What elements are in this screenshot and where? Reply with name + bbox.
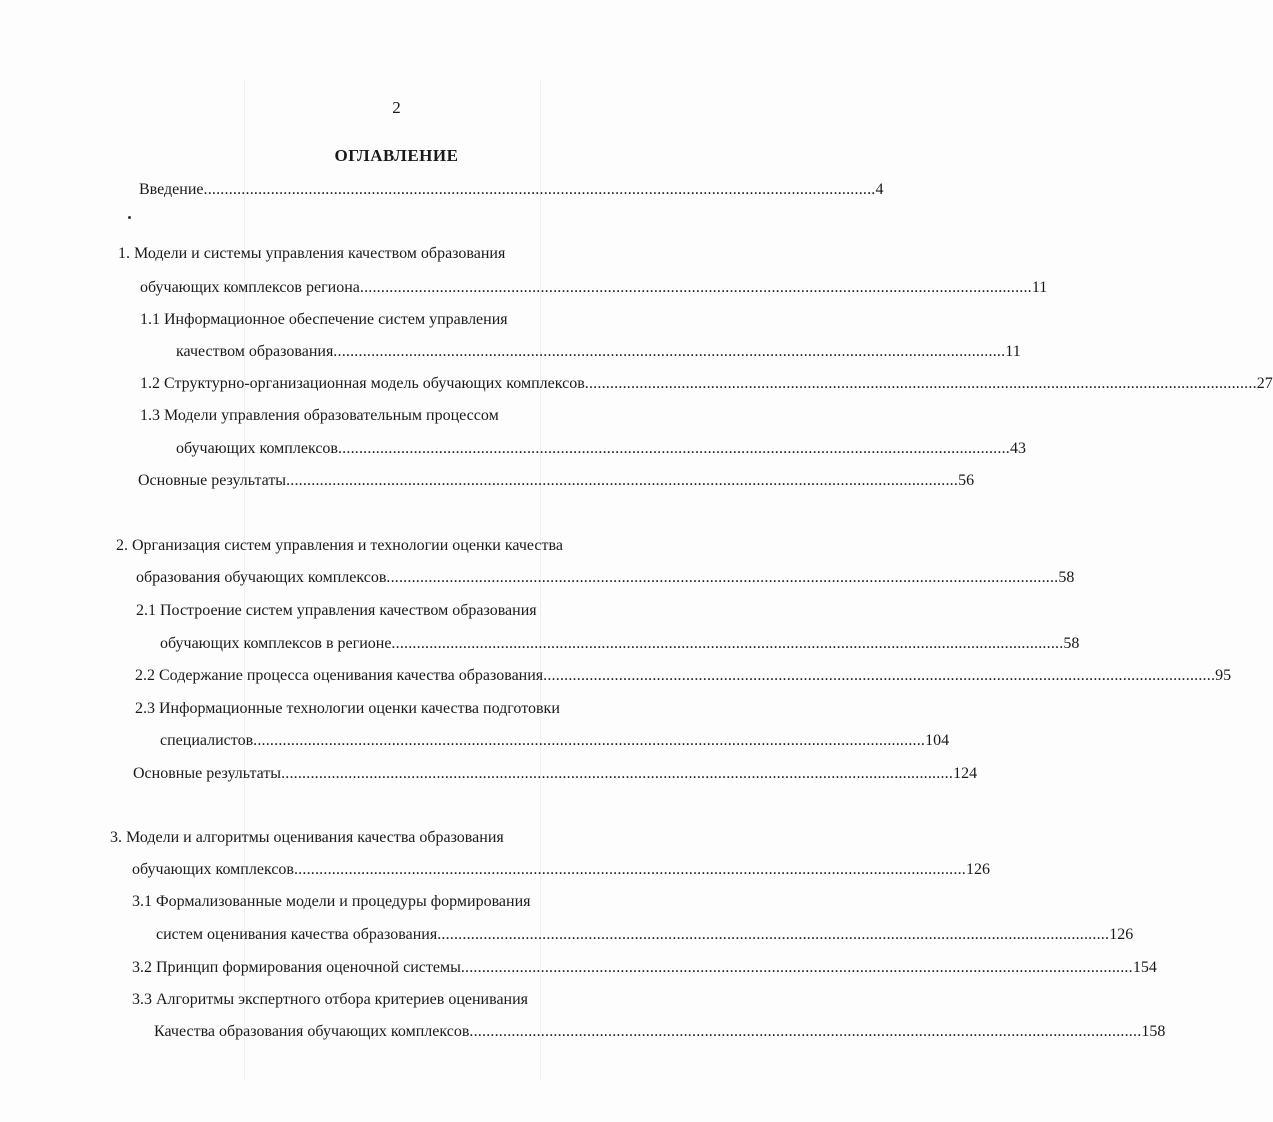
toc-item-3-3-title: 3.3 Алгоритмы экспертного отбора критериев оценивания xyxy=(132,991,529,1008)
toc-entry-page: 124 xyxy=(953,765,978,782)
toc-entry-page: 58 xyxy=(1063,635,1080,652)
toc-item-2-3-title: 2.3 Информационные технологии оценки качества подготовки xyxy=(135,700,560,717)
toc-entry-label: Основные результаты xyxy=(133,765,282,782)
toc-entry-3-2 xyxy=(132,958,1157,978)
toc-entry-page: 95 xyxy=(1215,667,1232,684)
leader-dots: ................................................................................................................................................................ xyxy=(391,635,1064,652)
toc-entry-label: Основные результаты xyxy=(138,472,287,489)
section-heading-3: 3. Модели и алгоритмы оценивания качества образования xyxy=(110,829,504,846)
toc-item-1-1-title: 1.1 Информационное обеспечение систем управления xyxy=(140,311,508,328)
toc-entry-2-3 xyxy=(160,731,950,751)
leader-dots: ................................................................................................................................................................ xyxy=(437,926,1110,943)
toc-entry-results-2 xyxy=(133,764,978,784)
toc-entry-page: 126 xyxy=(1109,926,1134,943)
toc-entry-page: 58 xyxy=(1058,569,1075,586)
toc-entry-label: Качества образования обучающих комплексов xyxy=(154,1023,470,1040)
toc-entry-3-1 xyxy=(156,925,1134,945)
toc-entry-page: 43 xyxy=(1009,440,1026,457)
toc-entry-label: систем оценивания качества образования xyxy=(156,926,438,943)
scan-speck xyxy=(128,216,131,219)
leader-dots: ................................................................................................................................................................ xyxy=(386,569,1059,586)
toc-entry-intro xyxy=(139,180,884,200)
toc-entry-label: 3.2 Принцип формирования оценочной системы xyxy=(132,959,461,976)
leader-dots: ................................................................................................................................................................ xyxy=(281,765,954,782)
toc-entry-page: 11 xyxy=(1031,279,1048,296)
toc-entry-page: 104 xyxy=(925,732,950,749)
toc-entry-section-2 xyxy=(136,568,1075,588)
toc-entry-section-3 xyxy=(132,860,990,880)
toc-entry-section-1 xyxy=(140,278,1048,298)
leader-dots: ................................................................................................................................................................ xyxy=(337,440,1010,457)
toc-entry-page: 27 xyxy=(1256,375,1273,392)
toc-entry-label: специалистов xyxy=(160,732,254,749)
toc-item-3-1-title: 3.1 Формализованные модели и процедуры формирования xyxy=(132,893,531,910)
toc-entry-label: 2.2 Содержание процесса оценивания качества образования xyxy=(135,667,544,684)
toc-entry-2-1 xyxy=(160,634,1080,654)
toc-entry-page: 126 xyxy=(965,861,990,878)
page-number: 2 xyxy=(392,98,401,117)
toc-entry-3-3 xyxy=(154,1022,1166,1042)
section-heading-1: 1. Модели и системы управления качеством образования xyxy=(118,245,506,262)
toc-entry-page: 4 xyxy=(875,181,884,198)
leader-dots: ................................................................................................................................................................ xyxy=(203,181,876,198)
leader-dots: ................................................................................................................................................................ xyxy=(293,861,966,878)
toc-entry-label: обучающих комплексов в регионе xyxy=(160,635,392,652)
toc-entry-label: качеством образования xyxy=(176,343,334,360)
leader-dots: ................................................................................................................................................................ xyxy=(584,375,1257,392)
toc-item-1-3-title: 1.3 Модели управления образовательным процессом xyxy=(140,407,499,424)
toc-entry-page: 11 xyxy=(1005,343,1021,360)
leader-dots: ................................................................................................................................................................ xyxy=(253,732,926,749)
toc-entry-1-2 xyxy=(140,374,1273,394)
leader-dots: ................................................................................................................................................................ xyxy=(460,959,1133,976)
leader-dots: ................................................................................................................................................................ xyxy=(333,343,1006,360)
toc-entry-label: обучающих комплексов xyxy=(132,861,294,878)
toc-entry-page: 154 xyxy=(1132,959,1157,976)
toc-title: ОГЛАВЛЕНИЕ xyxy=(334,146,459,165)
toc-item-2-1-title: 2.1 Построение систем управления качеством образования xyxy=(136,602,537,619)
toc-entry-2-2 xyxy=(135,666,1232,686)
leader-dots: ................................................................................................................................................................ xyxy=(543,667,1216,684)
toc-entry-results-1 xyxy=(138,471,975,491)
toc-entry-label: обучающих комплексов xyxy=(176,440,338,457)
toc-entry-page: 158 xyxy=(1141,1023,1166,1040)
toc-entry-1-3 xyxy=(176,439,1026,459)
leader-dots: ................................................................................................................................................................ xyxy=(286,472,959,489)
toc-entry-label: Введение xyxy=(139,181,204,198)
toc-entry-1-1 xyxy=(176,342,1021,362)
toc-entry-label: образования обучающих комплексов xyxy=(136,569,387,586)
toc-entry-label: 1.2 Структурно-организационная модель обучающих комплексов xyxy=(140,375,585,392)
leader-dots: ................................................................................................................................................................ xyxy=(469,1023,1142,1040)
toc-entry-page: 56 xyxy=(958,472,975,489)
leader-dots: ................................................................................................................................................................ xyxy=(359,279,1032,296)
section-heading-2: 2. Организация систем управления и технологии оценки качества xyxy=(116,537,563,554)
toc-entry-label: обучающих комплексов региона xyxy=(140,279,360,296)
